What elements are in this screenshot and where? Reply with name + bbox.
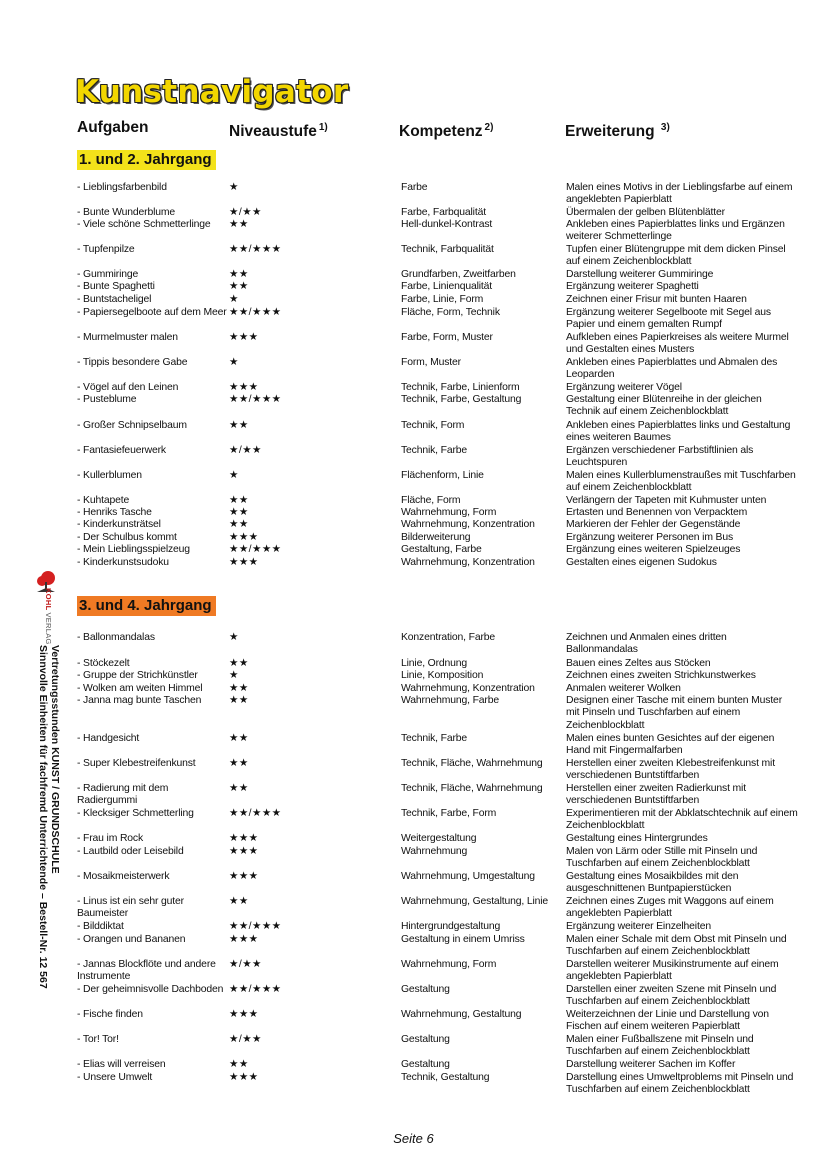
competence-cell: Technik, Farbe, Gestaltung: [401, 394, 522, 405]
header-level: Niveaustufe $^{1)}$: [229, 122, 328, 141]
page-number: Seite 6: [393, 1131, 434, 1146]
task-cell: - Vögel auf den Leinen: [77, 382, 179, 393]
level-cell: ★: [229, 670, 239, 681]
extension-cell: Gestaltung einer Blütenreihe in der gleichen Technik auf einem Zeichenblockblatt: [566, 394, 762, 418]
page-title: Kunstnavigator: [75, 74, 349, 110]
task-cell: - Tippis besondere Gabe: [77, 357, 188, 368]
competence-cell: Form, Muster: [401, 357, 461, 368]
task-cell: - Tor! Tor!: [77, 1034, 119, 1045]
competence-cell: Flächenform, Linie: [401, 470, 484, 481]
task-cell: - Super Klebestreifenkunst: [77, 758, 196, 769]
extension-cell: Herstellen einer zweiten Radierkunst mit verschiedenen Buntstiftfarben: [566, 783, 746, 807]
level-cell: ★★★: [229, 833, 259, 844]
level-cell: ★★: [229, 519, 249, 530]
task-cell: - Gruppe der Strichkünstler: [77, 670, 198, 681]
level-cell: ★★: [229, 695, 249, 706]
extension-cell: Malen eines Motivs in der Lieblingsfarbe auf einem angeklebten Papierblatt: [566, 182, 793, 206]
extension-cell: Zeichnen einer Frisur mit bunten Haaren: [566, 294, 747, 305]
level-cell: ★: [229, 632, 239, 643]
level-cell: ★★: [229, 420, 249, 431]
task-cell: - Großer Schnipselbaum: [77, 420, 187, 431]
task-cell: - Henriks Tasche: [77, 507, 152, 518]
competence-cell: Wahrnehmung, Konzentration: [401, 557, 535, 568]
task-cell: - Bunte Wunderblume: [77, 207, 176, 218]
task-cell: - Fische finden: [77, 1009, 143, 1020]
competence-cell: Gestaltung: [401, 1059, 450, 1070]
task-cell: - Lieblingsfarbenbild: [77, 182, 167, 193]
competence-cell: Technik, Fläche, Wahrnehmung: [401, 758, 543, 769]
level-cell: ★★★: [229, 382, 259, 393]
task-cell: - Jannas Blockflöte und andere Instrumente: [77, 959, 216, 983]
header-extension: Erweiterung $^{3)}$: [565, 122, 670, 141]
task-cell: - Radierung mit dem Radiergummi: [77, 783, 169, 807]
section-grade-1-2: 1. und 2. Jahrgang: [77, 150, 216, 170]
extension-cell: Designen einer Tasche mit einem bunten Muster mit Pinseln und Tuschfarben auf einem Zeichenblockblatt: [566, 695, 782, 731]
level-cell: ★★★: [229, 846, 259, 857]
extension-cell: Zeichnen und Anmalen eines dritten Ballonmandalas: [566, 632, 727, 656]
task-cell: - Frau im Rock: [77, 833, 144, 844]
competence-cell: Weitergestaltung: [401, 833, 477, 844]
level-cell: ★★: [229, 658, 249, 669]
level-cell: ★★: [229, 281, 249, 292]
level-cell: ★★/★★★: [229, 307, 282, 318]
publisher-name: KOHLVERLAG: [44, 588, 53, 645]
competence-cell: Linie, Ordnung: [401, 658, 468, 669]
level-cell: ★★: [229, 783, 249, 794]
competence-cell: Farbe, Linie, Form: [401, 294, 484, 305]
competence-cell: Technik, Fläche, Wahrnehmung: [401, 783, 543, 794]
competence-cell: Linie, Komposition: [401, 670, 484, 681]
section-grade-3-4: 3. und 4. Jahrgang: [77, 596, 216, 616]
level-cell: ★★/★★★: [229, 921, 282, 932]
level-cell: ★/★★: [229, 445, 262, 456]
level-cell: ★★: [229, 758, 249, 769]
level-cell: ★: [229, 357, 239, 368]
level-cell: ★: [229, 470, 239, 481]
extension-cell: Darstellung weiterer Gummiringe: [566, 269, 714, 280]
extension-cell: Ergänzung eines weiteren Spielzeuges: [566, 544, 741, 555]
level-cell: ★★: [229, 219, 249, 230]
task-cell: - Kuhtapete: [77, 495, 130, 506]
level-cell: ★★★: [229, 532, 259, 543]
competence-cell: Wahrnehmung, Konzentration: [401, 519, 535, 530]
extension-cell: Gestalten eines eigenen Sudokus: [566, 557, 717, 568]
competence-cell: Technik, Farbe, Form: [401, 808, 497, 819]
competence-cell: Hintergrundgestaltung: [401, 921, 501, 932]
task-cell: - Mosaikmeisterwerk: [77, 871, 170, 882]
competence-cell: Technik, Farbqualität: [401, 244, 494, 255]
extension-cell: Zeichnen eines Zuges mit Waggons auf einem angeklebten Papierblatt: [566, 896, 774, 920]
extension-cell: Ergänzen verschiedener Farbstiftlinien als Leuchtspuren: [566, 445, 754, 469]
extension-cell: Übermalen der gelben Blütenblätter: [566, 207, 725, 218]
level-cell: ★: [229, 294, 239, 305]
task-cell: - Kullerblumen: [77, 470, 142, 481]
task-cell: - Handgesicht: [77, 733, 140, 744]
competence-cell: Wahrnehmung: [401, 846, 468, 857]
task-cell: - Der geheimnisvolle Dachboden: [77, 984, 224, 995]
competence-cell: Grundfarben, Zweitfarben: [401, 269, 516, 280]
competence-cell: Technik, Gestaltung: [401, 1072, 490, 1083]
extension-cell: Bauen eines Zeltes aus Stöcken: [566, 658, 711, 669]
competence-cell: Technik, Farbe: [401, 445, 468, 456]
extension-cell: Experimentieren mit der Abklatschtechnik auf einem Zeichenblockblatt: [566, 808, 798, 832]
level-cell: ★★/★★★: [229, 394, 282, 405]
level-cell: ★/★★: [229, 959, 262, 970]
competence-cell: Wahrnehmung, Gestaltung, Linie: [401, 896, 549, 907]
competence-cell: Wahrnehmung, Form: [401, 507, 497, 518]
task-cell: - Tupfenpilze: [77, 244, 135, 255]
level-cell: ★★/★★★: [229, 544, 282, 555]
level-cell: ★: [229, 182, 239, 193]
extension-cell: Malen einer Schale mit dem Obst mit Pinseln und Tuschfarben auf einem Zeichenblockblatt: [566, 934, 787, 958]
extension-cell: Ankleben eines Papierblattes links und Gestaltung eines weiteren Baumes: [566, 420, 791, 444]
task-cell: - Elias will verreisen: [77, 1059, 166, 1070]
competence-cell: Farbe, Form, Muster: [401, 332, 493, 343]
header-competence: Kompetenz $^{2)}$: [399, 122, 494, 141]
level-cell: ★★: [229, 269, 249, 280]
competence-cell: Gestaltung, Farbe: [401, 544, 482, 555]
sidebar-order-info: Sinnvolle Einheiten für fachfremd Unterrichtende – Bestell-Nr. 12 567: [37, 645, 49, 989]
level-cell: ★/★★: [229, 1034, 262, 1045]
task-cell: - Stöckezelt: [77, 658, 130, 669]
level-cell: ★★★: [229, 1072, 259, 1083]
level-cell: ★★: [229, 896, 249, 907]
task-cell: - Klecksiger Schmetterling: [77, 808, 194, 819]
extension-cell: Darstellung eines Umweltproblems mit Pinseln und Tuschfarben auf einem Zeichenblockblatt: [566, 1072, 794, 1096]
task-cell: - Bunte Spaghetti: [77, 281, 155, 292]
competence-cell: Technik, Farbe, Linienform: [401, 382, 520, 393]
extension-cell: Markieren der Fehler der Gegenstände: [566, 519, 741, 530]
competence-cell: Wahrnehmung, Gestaltung: [401, 1009, 522, 1020]
level-cell: ★★: [229, 507, 249, 518]
task-cell: - Viele schöne Schmetterlinge: [77, 219, 211, 230]
competence-cell: Gestaltung: [401, 1034, 450, 1045]
extension-cell: Gestaltung eines Hintergrundes: [566, 833, 708, 844]
competence-cell: Farbe: [401, 182, 428, 193]
competence-cell: Technik, Farbe: [401, 733, 468, 744]
level-cell: ★★★: [229, 871, 259, 882]
extension-cell: Anmalen weiterer Wolken: [566, 683, 681, 694]
extension-cell: Darstellen einer zweiten Szene mit Pinseln und Tuschfarben auf einem Zeichenblockblatt: [566, 984, 777, 1008]
extension-cell: Darstellen weiterer Musikinstrumente auf einem angeklebten Papierblatt: [566, 959, 779, 983]
extension-cell: Darstellung weiterer Sachen im Koffer: [566, 1059, 736, 1070]
competence-cell: Wahrnehmung, Form: [401, 959, 497, 970]
extension-cell: Verlängern der Tapeten mit Kuhmuster unten: [566, 495, 767, 506]
extension-cell: Aufkleben eines Papierkreises als weitere Murmel und Gestalten eines Musters: [566, 332, 789, 356]
extension-cell: Ergänzung weiterer Personen im Bus: [566, 532, 734, 543]
sidebar-series-title: Vertretungsstunden KUNST / GRUNDSCHULE: [49, 645, 61, 874]
extension-cell: Ergänzung weiterer Einzelheiten: [566, 921, 711, 932]
level-cell: ★★: [229, 733, 249, 744]
competence-cell: Hell-dunkel-Kontrast: [401, 219, 493, 230]
competence-cell: Bilderweiterung: [401, 532, 471, 543]
competence-cell: Farbe, Farbqualität: [401, 207, 486, 218]
extension-cell: Ergänzung weiterer Vögel: [566, 382, 682, 393]
level-cell: ★★★: [229, 557, 259, 568]
level-cell: ★★/★★★: [229, 808, 282, 819]
level-cell: ★★/★★★: [229, 244, 282, 255]
task-cell: - Lautbild oder Leisebild: [77, 846, 184, 857]
extension-cell: Tupfen einer Blütengruppe mit dem dicken Pinsel auf einem Zeichenblockblatt: [566, 244, 786, 268]
competence-cell: Technik, Form: [401, 420, 465, 431]
extension-cell: Gestaltung eines Mosaikbildes mit den ausgeschnittenen Buntpapierstücken: [566, 871, 739, 895]
level-cell: ★★: [229, 1059, 249, 1070]
task-cell: - Kinderkunstsudoku: [77, 557, 169, 568]
competence-cell: Gestaltung in einem Umriss: [401, 934, 525, 945]
task-cell: - Buntstacheligel: [77, 294, 152, 305]
level-cell: ★★: [229, 683, 249, 694]
extension-cell: Ankleben eines Papierblattes und Abmalen des Leoparden: [566, 357, 778, 381]
extension-cell: Ergänzung weiterer Segelboote mit Segel aus Papier und einem gemalten Rumpf: [566, 307, 771, 331]
task-cell: - Der Schulbus kommt: [77, 532, 177, 543]
extension-cell: Malen eines Kullerblumenstraußes mit Tuschfarben auf einem Zeichenblockblatt: [566, 470, 796, 494]
task-cell: - Unsere Umwelt: [77, 1072, 153, 1083]
task-cell: - Ballonmandalas: [77, 632, 155, 643]
competence-cell: Gestaltung: [401, 984, 450, 995]
task-cell: - Bilddiktat: [77, 921, 124, 932]
competence-cell: Konzentration, Farbe: [401, 632, 496, 643]
level-cell: ★★★: [229, 332, 259, 343]
task-cell: - Wolken am weiten Himmel: [77, 683, 203, 694]
task-cell: - Kinderkunsträtsel: [77, 519, 161, 530]
header-tasks: Aufgaben: [77, 119, 149, 136]
extension-cell: Zeichnen eines zweiten Strichkunstwerkes: [566, 670, 756, 681]
extension-cell: Malen einer Fußballszene mit Pinseln und Tuschfarben auf einem Zeichenblockblatt: [566, 1034, 754, 1058]
task-cell: - Linus ist ein sehr guter Baumeister: [77, 896, 184, 920]
extension-cell: Ertasten und Benennen von Verpacktem: [566, 507, 748, 518]
competence-cell: Fläche, Form: [401, 495, 461, 506]
task-cell: - Orangen und Bananen: [77, 934, 186, 945]
task-cell: - Mein Lieblingsspielzeug: [77, 544, 190, 555]
level-cell: ★/★★: [229, 207, 262, 218]
competence-cell: Farbe, Linienqualität: [401, 281, 493, 292]
task-cell: - Pusteblume: [77, 394, 137, 405]
competence-cell: Wahrnehmung, Farbe: [401, 695, 499, 706]
level-cell: ★★★: [229, 1009, 259, 1020]
extension-cell: Malen von Lärm oder Stille mit Pinseln und Tuschfarben auf einem Zeichenblockblatt: [566, 846, 758, 870]
extension-cell: Malen eines bunten Gesichtes auf der eigenen Hand mit Fingermalfarben: [566, 733, 775, 757]
task-cell: - Murmelmuster malen: [77, 332, 178, 343]
extension-cell: Ergänzung weiterer Spaghetti: [566, 281, 699, 292]
extension-cell: Weiterzeichnen der Linie und Darstellung von Fischen auf einem weiteren Papierblatt: [566, 1009, 769, 1033]
task-cell: - Papiersegelboote auf dem Meer: [77, 307, 227, 318]
level-cell: ★★★: [229, 934, 259, 945]
task-cell: - Fantasiefeuerwerk: [77, 445, 166, 456]
level-cell: ★★/★★★: [229, 984, 282, 995]
competence-cell: Wahrnehmung, Umgestaltung: [401, 871, 535, 882]
task-cell: - Gummiringe: [77, 269, 139, 280]
task-cell: - Janna mag bunte Taschen: [77, 695, 202, 706]
level-cell: ★★: [229, 495, 249, 506]
extension-cell: Herstellen einer zweiten Klebestreifenkunst mit verschiedenen Buntstiftfarben: [566, 758, 775, 782]
competence-cell: Wahrnehmung, Konzentration: [401, 683, 535, 694]
competence-cell: Fläche, Form, Technik: [401, 307, 500, 318]
extension-cell: Ankleben eines Papierblattes links und Ergänzen weiterer Schmetterlinge: [566, 219, 785, 243]
